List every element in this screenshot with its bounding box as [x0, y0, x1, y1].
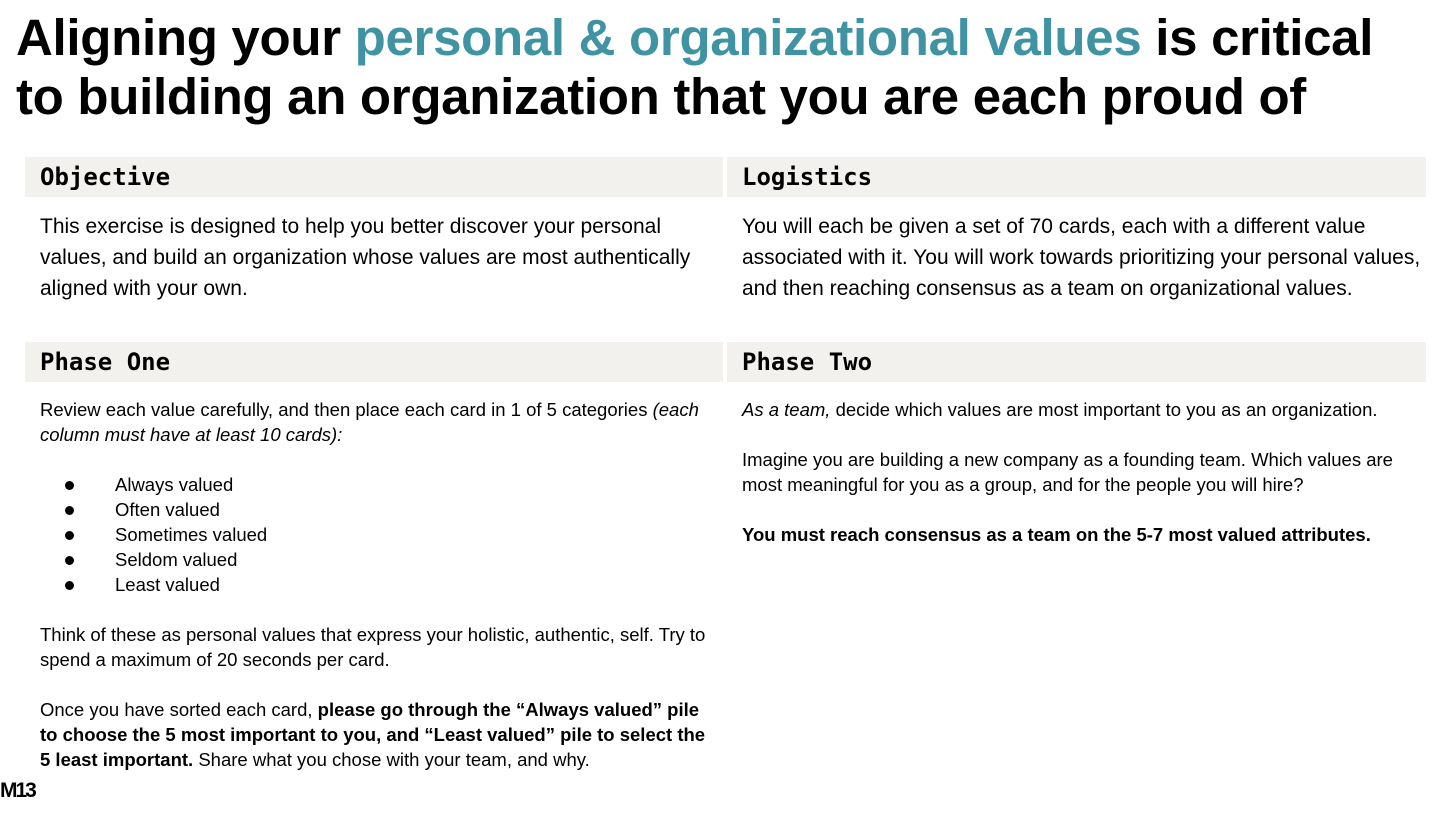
phase-one-sort [40, 697, 720, 772]
list-item [40, 522, 720, 547]
bullet-icon [65, 556, 74, 565]
m13-logo: M13 [0, 779, 35, 802]
list-item [40, 497, 720, 522]
phase-one-body [40, 397, 720, 772]
list-item [40, 547, 720, 572]
phase-two-imagine: Imagine you are building a new company as a founding team. Which values are most meaningful for you as a group, and for the people you will hire? [742, 449, 1393, 495]
category-label: Often valued [115, 499, 220, 520]
objective-body: This exercise is designed to help you better discover your personal values, and build an organization whose values are most authentically aligned with your own. [40, 215, 691, 300]
sort-post: Share what you chose with your team, and why. [193, 749, 590, 770]
bullet-icon [65, 481, 74, 490]
title-accent: personal & organizational values [354, 9, 1142, 66]
objective-heading: Objective [25, 157, 723, 197]
phase-one-intro-italic: (each column must have at least 10 cards): [40, 399, 699, 445]
phase-one-think: Think of these as personal values that express your holistic, authentic, self. Try to spend a maximum of 20 seconds per card. [40, 624, 706, 670]
sort-bold: please go through the “Always valued” pile to choose the 5 most important to you, and “Least valued” pile to select the 5 least important. [40, 699, 706, 770]
bullet-icon [65, 531, 74, 540]
sort-pre: Once you have sorted each card, [40, 699, 318, 720]
logistics-body: You will each be given a set of 70 cards, each with a different value associated with it. You will work towards prioritizing your personal values, and then reaching consensus as a team on organizational values. [742, 215, 1421, 300]
phase-two-intro-italic: As a team, [742, 399, 831, 420]
phase-two-consensus [742, 522, 1426, 547]
phase-one-intro-text: Review each value carefully, and then place each card in 1 of 5 categories [40, 399, 653, 420]
phase-two-intro-text: decide which values are most important to you as an organization. [830, 399, 1378, 420]
logistics-heading: Logistics [727, 157, 1426, 197]
category-list [40, 472, 720, 597]
category-label: Seldom valued [115, 549, 238, 570]
category-label: Always valued [115, 474, 234, 495]
consensus-bold: You must reach consensus as a team on the 5-7 most valued attributes. [742, 524, 1371, 545]
list-item [40, 472, 720, 497]
phase-one-heading: Phase One [25, 342, 723, 382]
phase-one-intro [40, 397, 720, 447]
list-item [40, 572, 720, 597]
category-label: Least valued [115, 574, 220, 595]
category-label: Sometimes valued [115, 524, 268, 545]
phase-two-body [742, 397, 1426, 547]
title-post: is critical to building an organization that you are each proud of [16, 9, 1374, 125]
phase-two-heading: Phase Two [727, 342, 1426, 382]
page-title [16, 8, 1416, 126]
phase-two-intro [742, 397, 1426, 422]
bullet-icon [65, 581, 74, 590]
bullet-icon [65, 506, 74, 515]
title-pre: Aligning your [16, 9, 355, 66]
